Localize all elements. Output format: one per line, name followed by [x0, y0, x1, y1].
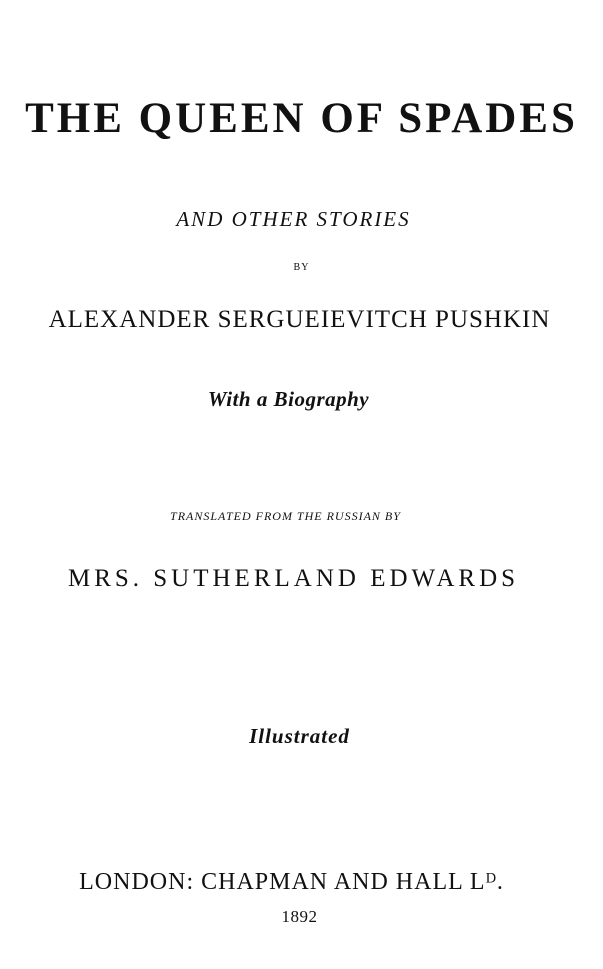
book-subtitle: AND OTHER STORIES: [176, 207, 411, 231]
translated-line: TRANSLATED FROM THE RUSSIAN BY: [170, 509, 401, 523]
publication-year: 1892: [281, 907, 318, 926]
by-line: BY: [293, 262, 310, 273]
book-title: THE QUEEN OF SPADES: [25, 95, 578, 142]
author-name: ALEXANDER SERGUEIEVITCH PUSHKIN: [48, 306, 551, 333]
illustrated-line: Illustrated: [249, 724, 350, 748]
translator-name: MRS. SUTHERLAND EDWARDS: [67, 565, 520, 592]
biography-line: With a Biography: [207, 387, 370, 411]
publisher-line: LONDON: CHAPMAN AND HALL Lᴰ.: [79, 869, 504, 895]
